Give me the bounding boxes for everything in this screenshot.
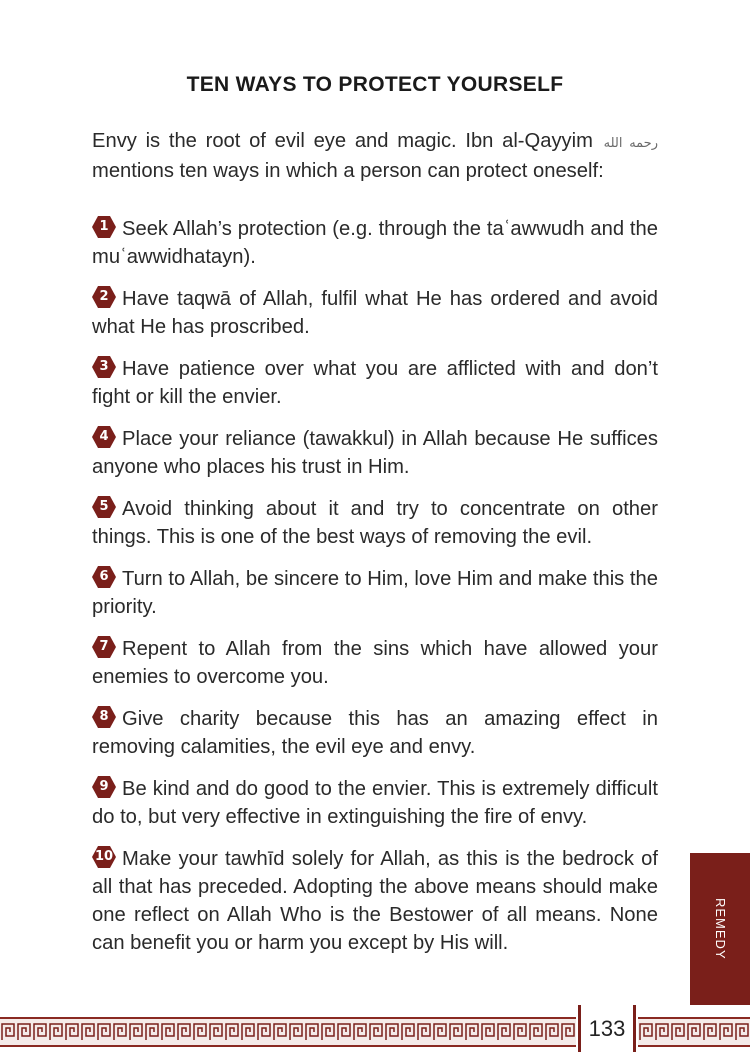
item-number: 9 <box>99 779 109 794</box>
item-number: 1 <box>99 219 109 234</box>
meander-pattern-icon <box>638 1019 750 1045</box>
honorific-glyph: رحمه الله <box>603 135 658 150</box>
item-number: 8 <box>99 709 109 724</box>
numbered-list <box>92 215 658 957</box>
page-number: 133 <box>578 1005 636 1052</box>
list-item <box>92 565 658 621</box>
page-footer <box>0 1005 750 1052</box>
list-item <box>92 775 658 831</box>
number-badge-icon <box>92 776 116 798</box>
decorative-border-right <box>638 1017 750 1047</box>
number-badge-icon <box>92 566 116 588</box>
body-text <box>92 127 658 971</box>
list-item <box>92 215 658 271</box>
item-number: 10 <box>94 849 114 864</box>
list-item <box>92 495 658 551</box>
item-number: 6 <box>99 569 109 584</box>
section-tab <box>690 853 750 1005</box>
item-text: Have taqwā of Allah, fulfil what He has ordered and avoid what He has proscribed. <box>92 288 658 338</box>
number-badge-icon <box>92 356 116 378</box>
list-item <box>92 285 658 341</box>
intro-text: Envy is the root of evil eye and magic. Ibn al-Qayyim <box>92 130 593 152</box>
number-badge-icon <box>92 216 116 238</box>
item-text: Have patience over what you are afflicted with and don’t fight or kill the envier. <box>92 358 658 408</box>
decorative-border-left <box>0 1017 576 1047</box>
item-number: 5 <box>99 499 109 514</box>
item-number: 4 <box>99 429 109 444</box>
item-text: Place your reliance (tawakkul) in Allah because He suffices anyone who places his trust in Him. <box>92 428 658 478</box>
number-badge-icon <box>92 846 116 868</box>
list-item <box>92 425 658 481</box>
number-badge-icon <box>92 706 116 728</box>
item-number: 2 <box>99 289 109 304</box>
number-badge-icon <box>92 426 116 448</box>
list-item <box>92 635 658 691</box>
section-tab-label: REMEDY <box>713 898 728 960</box>
item-text: Repent to Allah from the sins which have allowed your enemies to overcome you. <box>92 638 658 688</box>
number-badge-icon <box>92 286 116 308</box>
item-text: Give charity because this has an amazing effect in removing calamities, the evil eye and envy. <box>92 708 658 758</box>
number-badge-icon <box>92 636 116 658</box>
number-badge-icon <box>92 496 116 518</box>
item-text: Seek Allah’s protection (e.g. through the taʿawwudh and the muʿawwidhatayn). <box>92 218 658 268</box>
list-item <box>92 705 658 761</box>
meander-pattern-icon <box>0 1019 576 1045</box>
list-item <box>92 845 658 957</box>
item-text: Make your tawhīd solely for Allah, as this is the bedrock of all that has preceded. Adopting the above means should make one reflect on Allah Who is the Bestower of all means. None can benefit you or harm you except by His will. <box>92 848 658 954</box>
item-number: 7 <box>99 639 109 654</box>
list-item <box>92 355 658 411</box>
item-text: Turn to Allah, be sincere to Him, love Him and make this the priority. <box>92 568 658 618</box>
page-title: TEN WAYS TO PROTECT YOURSELF <box>186 73 564 96</box>
item-text: Be kind and do good to the envier. This is extremely difficult do to, but very effective in extinguishing the fire of envy. <box>92 778 658 828</box>
intro-text-continued: mentions ten ways in which a person can protect oneself: <box>92 160 604 182</box>
item-text: Avoid thinking about it and try to concentrate on other things. This is one of the best ways of removing the evil. <box>92 498 658 548</box>
item-number: 3 <box>99 359 109 374</box>
intro-paragraph <box>92 127 658 185</box>
